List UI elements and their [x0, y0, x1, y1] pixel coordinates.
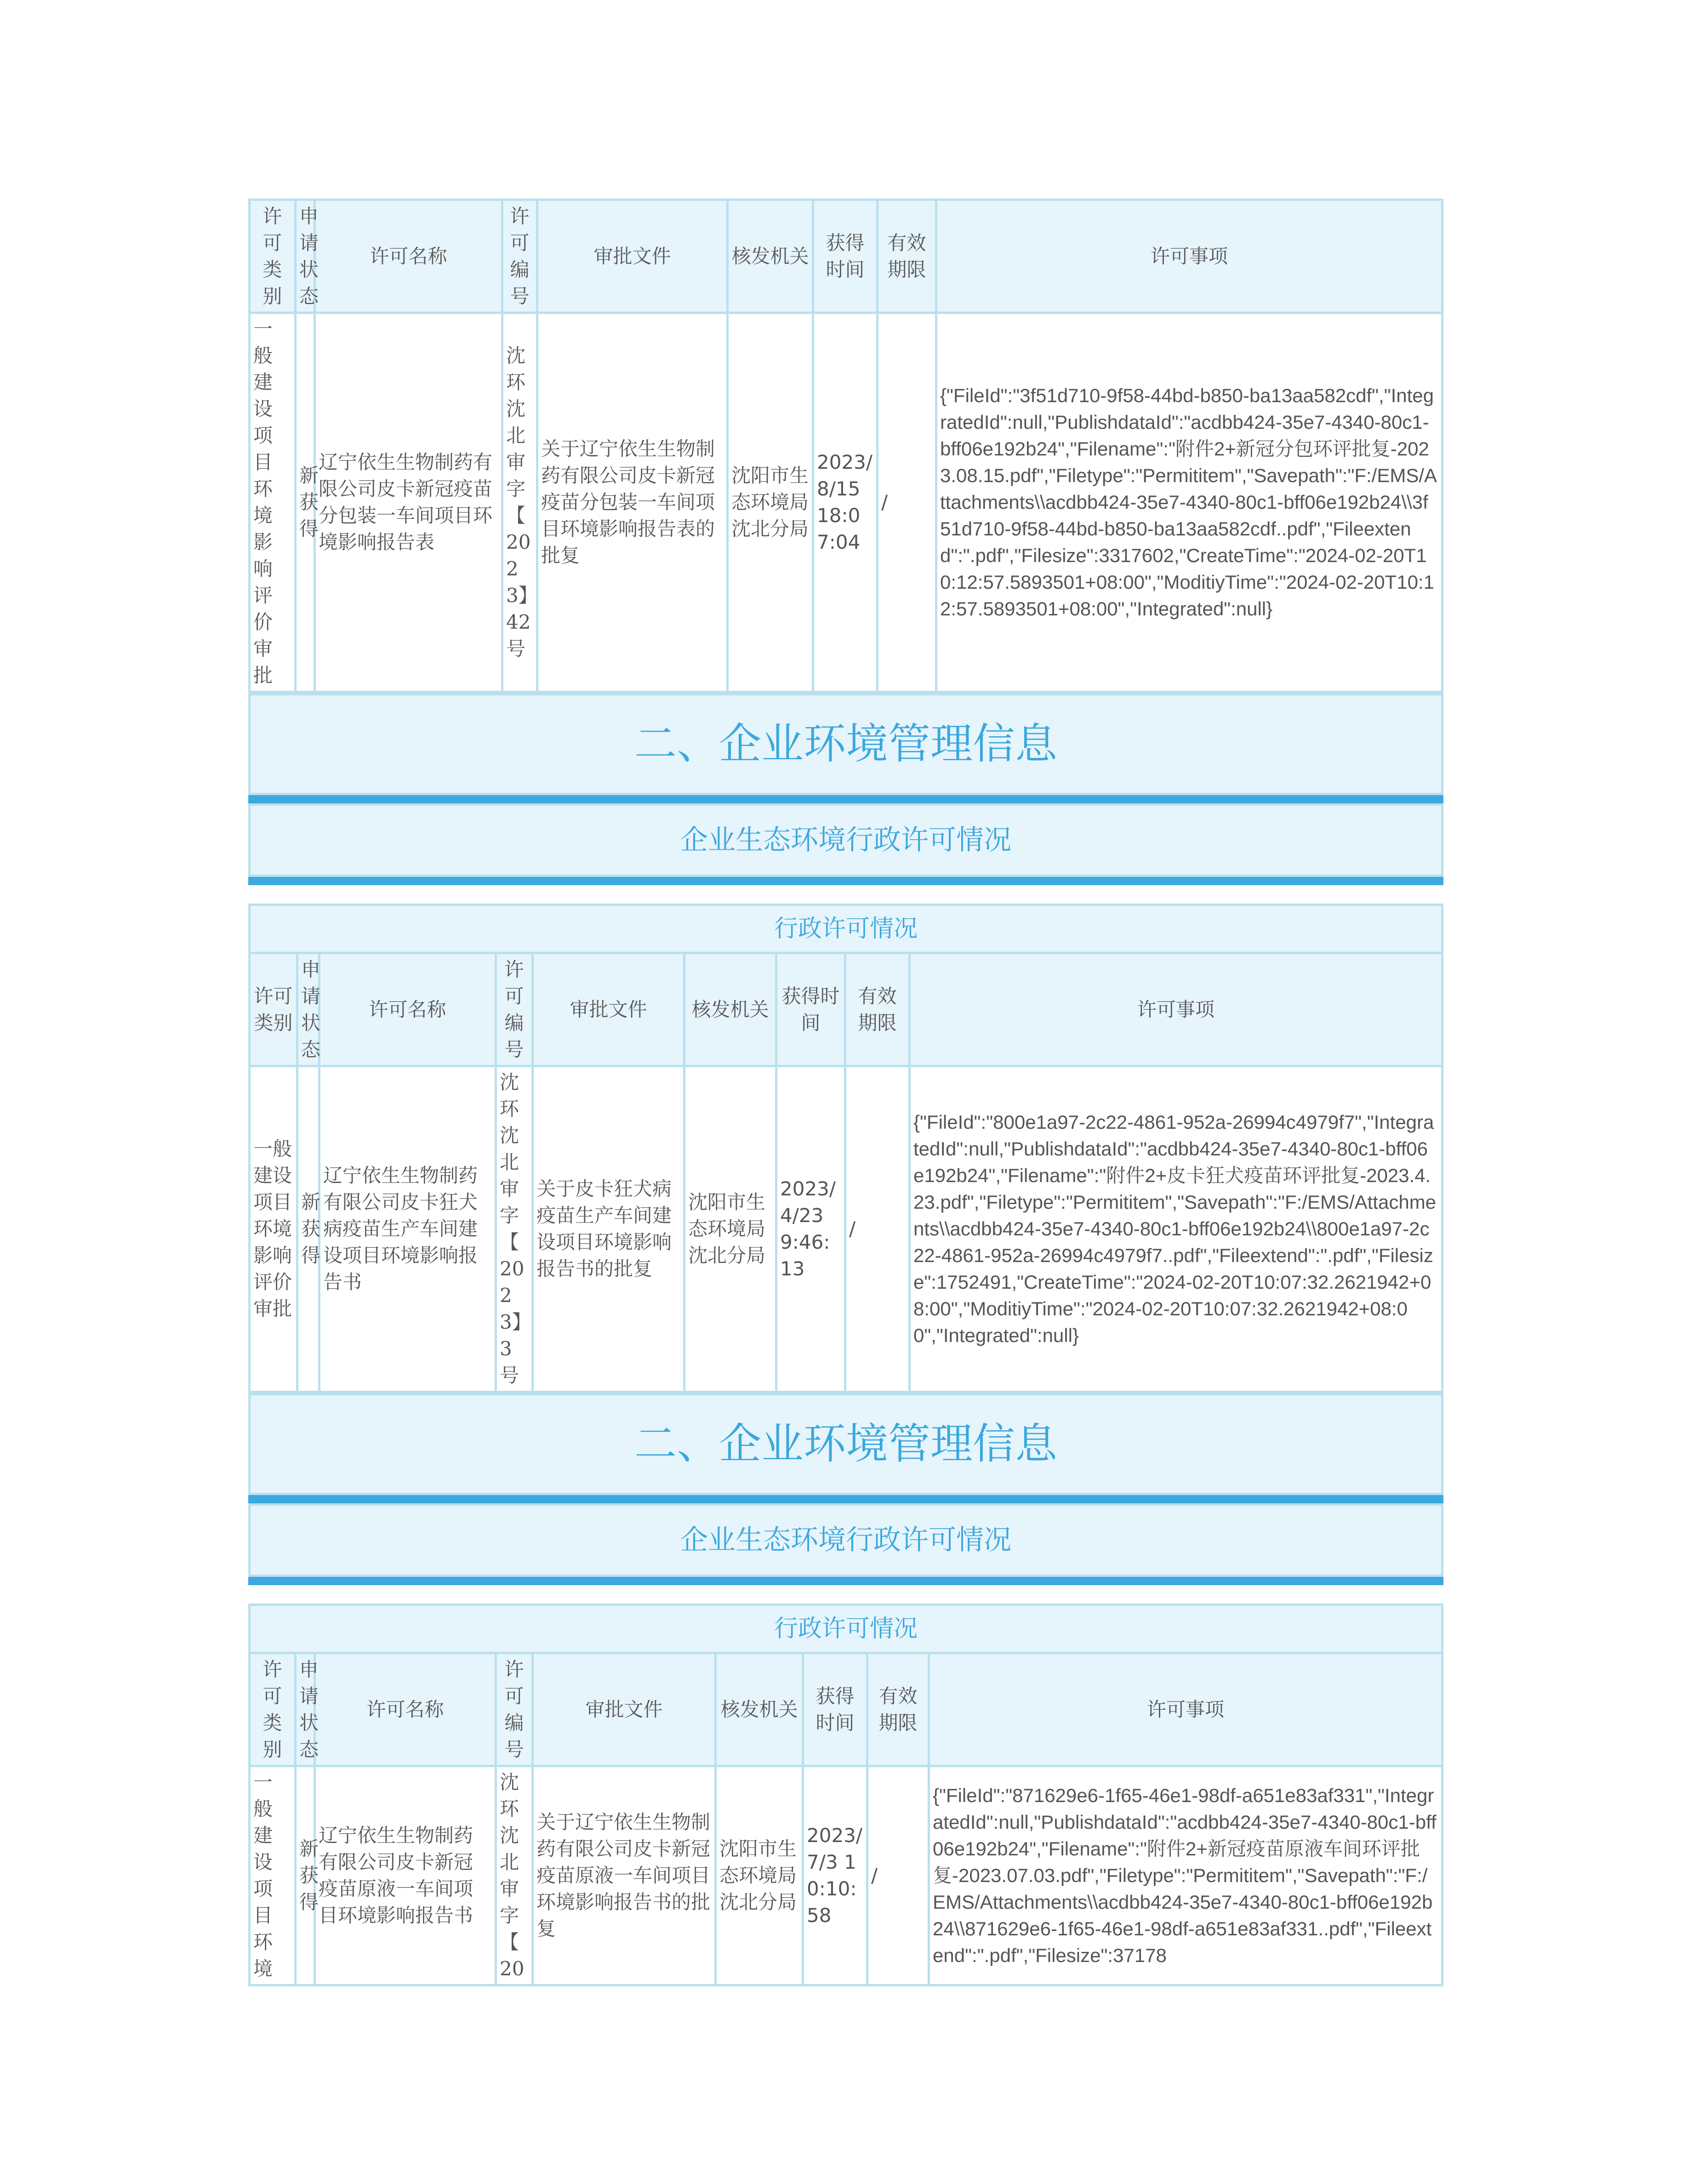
cell-number: 沈环沈北审字【2023】42号: [502, 313, 537, 692]
cell-type: 一般建设项目环境影响评价审批: [250, 1066, 297, 1392]
section-divider: [248, 795, 1443, 803]
document-page: [248, 199, 1443, 1986]
cell-items: {"FileId":"3f51d710-9f58-44bd-b850-ba13aa582cdf","IntegratedId":null,"PublishdataId":"acdbb424-35e7-4340-80c1-bff06e192b24","Filename":"附件2+新冠分包环评批复-2023.08.15.pdf","Filetype":"Permititem","Savepath":"F:/EMS/Attachments\\acdbb424-35e7-4340-80c1-bff06e192b24\\3f51d710-9f58-44bd-b850-ba13aa582cdf..pdf","Fileextend":".pdf","Filesize":3317602,"CreateTime":"2024-02-20T10:12:57.5893501+08:00","ModitiyTime":"2024-02-20T10:12:57.5893501+08:00","Integrated":null}: [936, 313, 1443, 692]
table-row: [250, 1066, 1443, 1392]
cell-status: 新获得: [297, 1066, 319, 1392]
table-header-row: [250, 200, 1443, 313]
header-validity: 有效期限: [867, 1653, 929, 1766]
header-number: 许可编号: [496, 953, 533, 1066]
cell-doc: 关于辽宁依生生物制药有限公司皮卡新冠疫苗原液一车间项目环境影响报告书的批复: [533, 1766, 716, 1985]
cell-status: 新获得: [296, 313, 315, 692]
header-items: 许可事项: [936, 200, 1443, 313]
cell-validity: /: [867, 1766, 929, 1985]
cell-items: {"FileId":"871629e6-1f65-46e1-98df-a651e83af331","IntegratedId":null,"PublishdataId":"acdbb424-35e7-4340-80c1-bff06e192b24","Filename":"附件2+新冠疫苗原液车间环评批复-2023.07.03.pdf","Filetype":"Permititem","Savepath":"F:/EMS/Attachments\\acdbb424-35e7-4340-80c1-bff06e192b24\\871629e6-1f65-46e1-98df-a651e83af331..pdf","Fileextend":".pdf","Filesize":37178: [929, 1766, 1443, 1985]
header-type: 许可类别: [250, 953, 297, 1066]
cell-doc: 关于辽宁依生生物制药有限公司皮卡新冠疫苗分包装一车间项目环境影响报告表的批复: [537, 313, 728, 692]
header-doc: 审批文件: [533, 1653, 716, 1766]
cell-authority: 沈阳市生态环境局沈北分局: [728, 313, 813, 692]
cell-number: 沈环沈北审字【20: [496, 1766, 533, 1985]
cell-name: 辽宁依生生物制药有限公司皮卡新冠疫苗分包装一车间项目环境影响报告表: [315, 313, 502, 692]
subtitle-divider: [248, 1577, 1443, 1585]
cell-time: 2023/7/3 10:10:58: [803, 1766, 867, 1985]
cell-time: 2023/8/15 18:07:04: [813, 313, 878, 692]
cell-number: 沈环沈北审字【2023】3号: [496, 1066, 533, 1392]
header-type: 许可类别: [250, 200, 296, 313]
header-time: 获得时间: [803, 1653, 867, 1766]
header-type: 许可类别: [250, 1653, 296, 1766]
section-subtitle: 企业生态环境行政许可情况: [248, 803, 1443, 877]
header-authority: 核发机关: [716, 1653, 803, 1766]
cell-validity: /: [878, 313, 936, 692]
permit-table-2: [248, 952, 1443, 1393]
section-divider: [248, 1495, 1443, 1503]
header-doc: 审批文件: [533, 953, 684, 1066]
header-time: 获得时间: [776, 953, 845, 1066]
header-doc: 审批文件: [537, 200, 728, 313]
cell-type: 一般建设项目环境: [250, 1766, 296, 1985]
header-items: 许可事项: [929, 1653, 1443, 1766]
header-validity: 有效期限: [845, 953, 910, 1066]
permit-table-1: [248, 199, 1443, 693]
header-name: 许可名称: [315, 1653, 496, 1766]
cell-authority: 沈阳市生态环境局沈北分局: [716, 1766, 803, 1985]
header-authority: 核发机关: [684, 953, 776, 1066]
header-name: 许可名称: [315, 200, 502, 313]
permit-table-3: [248, 1652, 1443, 1986]
section-subtitle: 企业生态环境行政许可情况: [248, 1503, 1443, 1577]
cell-validity: /: [845, 1066, 910, 1392]
table-row: [250, 313, 1443, 692]
header-items: 许可事项: [910, 953, 1443, 1066]
header-time: 获得时间: [813, 200, 878, 313]
cell-name: 辽宁依生生物制药有限公司皮卡新冠疫苗原液一车间项目环境影响报告书: [315, 1766, 496, 1985]
header-authority: 核发机关: [728, 200, 813, 313]
header-name: 许可名称: [319, 953, 496, 1066]
section-title: 二、企业环境管理信息: [248, 693, 1443, 795]
cell-doc: 关于皮卡狂犬病疫苗生产车间建设项目环境影响报告书的批复: [533, 1066, 684, 1392]
header-status: 申请状态: [296, 1653, 315, 1766]
cell-name: 辽宁依生生物制药有限公司皮卡狂犬病疫苗生产车间建设项目环境影响报告书: [319, 1066, 496, 1392]
header-number: 许可编号: [496, 1653, 533, 1766]
header-number: 许可编号: [502, 200, 537, 313]
table-header-row: [250, 1653, 1443, 1766]
cell-type: 一般建设项目环境影响评价审批: [250, 313, 296, 692]
subtitle-divider: [248, 877, 1443, 885]
cell-status: 新获得: [296, 1766, 315, 1985]
header-validity: 有效期限: [878, 200, 936, 313]
header-status: 申请状态: [297, 953, 319, 1066]
cell-authority: 沈阳市生态环境局沈北分局: [684, 1066, 776, 1392]
table-caption: 行政许可情况: [248, 1604, 1443, 1652]
cell-items: {"FileId":"800e1a97-2c22-4861-952a-26994c4979f7","IntegratedId":null,"PublishdataId":"acdbb424-35e7-4340-80c1-bff06e192b24","Filename":"附件2+皮卡狂犬疫苗环评批复-2023.4.23.pdf","Filetype":"Permititem","Savepath":"F:/EMS/Attachments\\acdbb424-35e7-4340-80c1-bff06e192b24\\800e1a97-2c22-4861-952a-26994c4979f7..pdf","Fileextend":".pdf","Filesize":1752491,"CreateTime":"2024-02-20T10:07:32.2621942+08:00","ModitiyTime":"2024-02-20T10:07:32.2621942+08:00","Integrated":null}: [910, 1066, 1443, 1392]
table-row: [250, 1766, 1443, 1985]
table-caption: 行政许可情况: [248, 904, 1443, 952]
section-title: 二、企业环境管理信息: [248, 1393, 1443, 1495]
cell-time: 2023/4/23 9:46:13: [776, 1066, 845, 1392]
table-header-row: [250, 953, 1443, 1066]
header-status: 申请状态: [296, 200, 315, 313]
